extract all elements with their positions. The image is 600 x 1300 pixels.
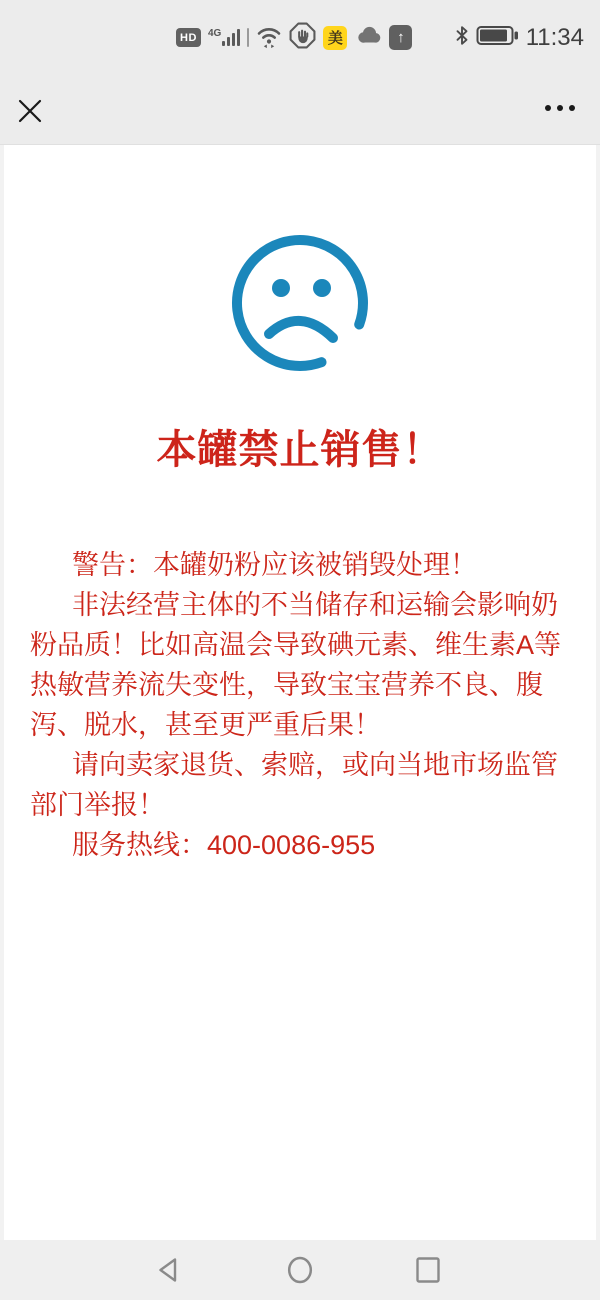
sad-face-wrap	[4, 228, 596, 378]
warning-line: 粉品质！比如高温会导致碘元素、维生素A等	[30, 630, 562, 660]
android-nav-bar	[0, 1240, 600, 1300]
recents-icon	[413, 1255, 443, 1285]
warning-line: 警告：本罐奶粉应该被销毁处理！	[72, 550, 477, 580]
warning-line: 请向卖家退货、索赔，或向当地市场监管	[72, 750, 558, 780]
network-type-label: 4G	[208, 28, 222, 39]
recents-button[interactable]	[413, 1255, 443, 1285]
cloud-icon	[354, 24, 382, 51]
signal-bars-icon	[222, 29, 240, 46]
stop-hand-icon	[289, 22, 316, 54]
clock-time: 11:34	[525, 23, 584, 51]
sim2-signal-icon	[247, 28, 249, 47]
bluetooth-icon	[455, 25, 469, 51]
signal-icon	[208, 29, 240, 46]
status-right-icons	[455, 0, 584, 75]
back-button[interactable]	[155, 1255, 185, 1285]
home-button[interactable]	[285, 1255, 315, 1285]
wifi-icon	[256, 22, 282, 54]
back-icon	[155, 1255, 185, 1285]
upload-icon: ↑	[389, 25, 412, 50]
page-title: 本罐禁止销售！	[156, 428, 444, 472]
sad-face-icon	[225, 228, 375, 378]
battery-icon	[476, 24, 519, 52]
hotline-line: 服务热线：400-0086-955	[72, 830, 376, 860]
status-bar	[0, 0, 600, 75]
warning-line: 泻、脱水，甚至更严重后果！	[30, 710, 381, 740]
close-button[interactable]	[17, 98, 43, 124]
warning-line: 非法经营主体的不当储存和运输会影响奶	[72, 590, 558, 620]
warning-line: 部门举报！	[30, 790, 165, 820]
warning-text	[4, 545, 596, 865]
warning-line: 热敏营养流失变性，导致宝宝营养不良、腹	[30, 670, 543, 700]
browser-bar	[0, 75, 600, 145]
close-icon	[17, 98, 43, 124]
more-icon	[545, 105, 551, 111]
meituan-icon: 美	[323, 26, 347, 50]
hd-badge: HD	[176, 28, 201, 47]
status-left-icons	[176, 22, 412, 54]
content-area	[0, 145, 600, 1240]
more-menu-button[interactable]	[545, 105, 575, 111]
home-icon	[285, 1255, 315, 1285]
